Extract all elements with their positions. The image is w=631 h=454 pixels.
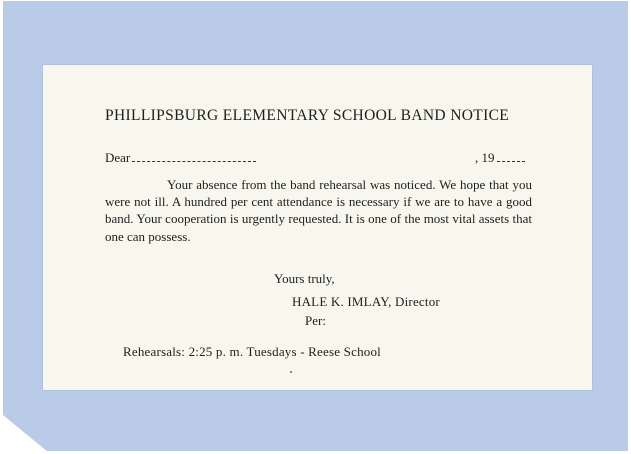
dear-label: Dear bbox=[105, 150, 131, 165]
band-notice-card bbox=[43, 65, 592, 390]
salutation-row bbox=[105, 150, 256, 166]
ink-speck bbox=[290, 371, 292, 373]
name-blank-line bbox=[132, 150, 256, 162]
closing-text: Yours truly, bbox=[274, 271, 335, 286]
year-label: , 19 bbox=[475, 150, 495, 165]
rehearsal-schedule: Rehearsals: 2:25 p. m. Tuesdays - Reese School bbox=[123, 344, 381, 359]
year-blank-line bbox=[497, 150, 525, 162]
notice-body: Your absence from the band rehearsal was noticed. We hope that you were not ill. A hundred per cent attendance is necessary if we are to have a good band. Your cooperation is urgently requested. It is one of the most vital assets that one can possess. bbox=[105, 177, 532, 244]
notice-title: PHILLIPSBURG ELEMENTARY SCHOOL BAND NOTICE bbox=[105, 107, 510, 124]
per-label: Per: bbox=[305, 313, 326, 328]
director-signature: HALE K. IMLAY, Director bbox=[292, 294, 440, 309]
date-row bbox=[475, 150, 525, 166]
